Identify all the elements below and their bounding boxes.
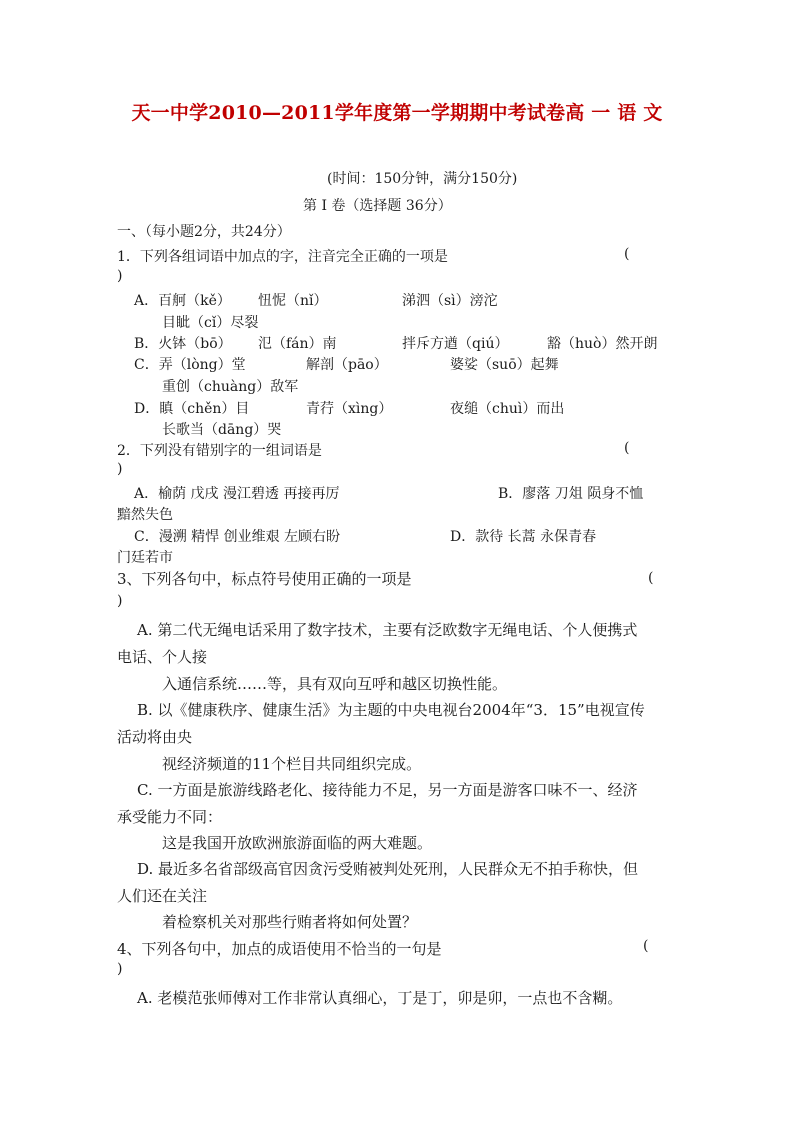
q3-option-a-line2: 电话、个人接 bbox=[117, 648, 208, 666]
q2-option-b-cont: 黯然失色 bbox=[117, 507, 173, 523]
q3-option-b-line1: B. 以《健康秩序、健康生活》为主题的中央电视台2004年“3．15”电视宣传 bbox=[137, 701, 645, 719]
answer-paren-open: ( bbox=[643, 938, 649, 954]
volume-heading: 第 I 卷（选择题 36分） bbox=[303, 198, 452, 214]
q1-option-d-2: 青荇（xìng） bbox=[306, 401, 393, 417]
q1-option-a-1: A．百舸（kě） bbox=[134, 293, 231, 309]
q1-option-a-3: 涕泗（sì）滂沱 bbox=[402, 293, 498, 309]
q1-option-b-1: B．火钵（bō） bbox=[134, 336, 232, 352]
q3-option-b-line2: 活动将由央 bbox=[117, 728, 193, 746]
answer-paren-open: ( bbox=[624, 440, 630, 456]
exam-title: 天一中学2010—2011学年度第一学期期中考试卷高 一 语 文 bbox=[131, 102, 663, 124]
q3-option-b-line3: 视经济频道的11个栏目共同组织完成。 bbox=[162, 755, 422, 773]
question-3-stem: 3、下列各句中，标点符号使用正确的一项是 bbox=[117, 570, 412, 588]
q1-option-a-4: 目眦（cǐ）尽裂 bbox=[162, 315, 259, 331]
q3-option-a-line3: 入通信系统……等，具有双向互呼和越区切换性能。 bbox=[162, 675, 508, 693]
section-one-heading: 一、（每小题2分，共24分） bbox=[117, 224, 291, 240]
q1-option-b-3: 拌斥方遒（qiú） bbox=[402, 336, 509, 352]
question-4-stem: 4、下列各句中，加点的成语使用不恰当的一句是 bbox=[117, 940, 442, 958]
q3-option-d-line3: 着检察机关对那些行贿者将如何处置？ bbox=[162, 913, 418, 931]
q1-option-b-4: 豁（huò）然开朗 bbox=[547, 336, 658, 352]
answer-paren-open: ( bbox=[648, 570, 654, 586]
q3-option-a-line1: A. 第二代无绳电话采用了数字技术，主要有泛欧数字无绳电话、个人便携式 bbox=[137, 621, 638, 639]
q1-option-b-2: 氾（fán）南 bbox=[258, 336, 337, 352]
q2-option-d-cont: 门廷若市 bbox=[117, 550, 173, 566]
question-1-stem: 1．下列各组词语中加点的字，注音完全正确的一项是 bbox=[117, 249, 448, 265]
q2-option-d: D．款待 长蒿 永保青春 bbox=[450, 529, 597, 545]
answer-paren-open: ( bbox=[624, 246, 630, 262]
q1-option-c-4: 重创（chuàng）敌军 bbox=[162, 379, 299, 395]
answer-paren-close: ) bbox=[117, 593, 123, 609]
answer-paren-close: ) bbox=[117, 461, 123, 477]
question-2-stem: 2．下列没有错别字的一组词语是 bbox=[117, 443, 322, 459]
q1-option-d-1: D．瞋（chěn）目 bbox=[134, 401, 250, 417]
q3-option-c-line3: 这是我国开放欧洲旅游面临的两大难题。 bbox=[162, 834, 433, 852]
exam-time-info: (时间：150分钟，满分150分) bbox=[327, 171, 518, 187]
q2-option-a: A．榆荫 戊戌 漫江碧透 再接再厉 bbox=[134, 486, 340, 502]
q2-option-c: C．漫溯 精悍 创业维艰 左顾右盼 bbox=[134, 529, 341, 545]
q3-option-c-line1: C. 一方面是旅游线路老化、接待能力不足，另一方面是游客口味不一、经济 bbox=[137, 781, 638, 799]
answer-paren-close: ) bbox=[117, 961, 123, 977]
q3-option-c-line2: 承受能力不同： bbox=[117, 808, 223, 826]
q3-option-d-line2: 人们还在关注 bbox=[117, 887, 208, 905]
q1-option-c-2: 解剖（pāo） bbox=[306, 357, 388, 373]
q1-option-c-1: C．弄（lòng）堂 bbox=[134, 357, 246, 373]
q1-option-c-3: 婆娑（suō）起舞 bbox=[450, 357, 559, 373]
q1-option-a-2: 忸怩（nǐ） bbox=[258, 293, 328, 309]
q3-option-d-line1: D. 最近多名省部级高官因贪污受贿被判处死刑，人民群众无不拍手称快，但 bbox=[137, 860, 639, 878]
q1-option-d-4: 长歌当（dāng）哭 bbox=[162, 422, 282, 438]
q1-option-d-3: 夜缒（chuì）而出 bbox=[450, 401, 565, 417]
q2-option-b: B．廖落 刀俎 陨身不恤 bbox=[498, 486, 644, 502]
answer-paren-close: ) bbox=[117, 268, 123, 284]
q4-option-a: A. 老模范张师傅对工作非常认真细心，丁是丁，卯是卯，一点也不含糊。 bbox=[137, 989, 623, 1007]
